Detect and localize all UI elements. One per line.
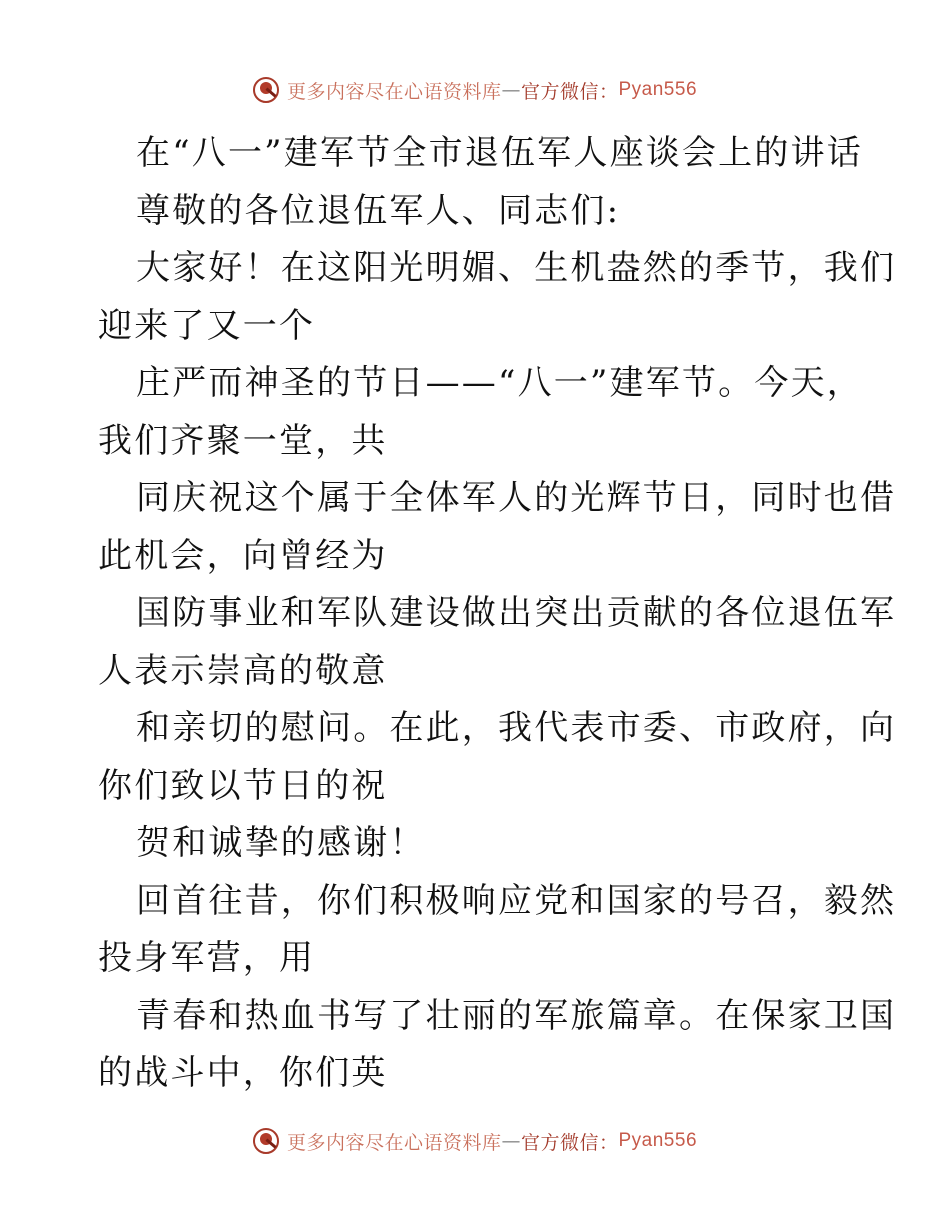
banner-wechat-id: Pyan556 (618, 79, 698, 100)
paragraph-line: 迎来了又一个 (98, 305, 316, 346)
paragraph-line: 回首往昔，你们积极响应党和国家的号召，毅然 (136, 880, 897, 921)
banner-wechat-id: Pyan556 (618, 1130, 698, 1151)
banner-main-text: 更多内容尽在心语资料库 (286, 1131, 502, 1154)
document-body (98, 125, 897, 1103)
paragraph-line: 和亲切的慰问。在此，我代表市委、市政府，向 (136, 708, 897, 748)
footer-watermark-banner (0, 1121, 950, 1161)
banner-separator: — (501, 79, 521, 101)
paragraph-line: 同庆祝这个属于全体军人的光辉节日，同时也借 (136, 478, 897, 518)
paragraph-line: 的战斗中，你们英 (98, 1053, 388, 1093)
paragraph-line: 贺和诚挚的感谢！ (136, 823, 426, 863)
banner-separator: — (501, 1130, 521, 1152)
brand-logo-icon (253, 1128, 279, 1154)
header-watermark-banner (0, 70, 950, 110)
paragraph-line: 此机会，向曾经为 (98, 535, 388, 576)
brand-logo-icon (253, 77, 279, 103)
salutation-line: 尊敬的各位退伍军人、同志们: (136, 190, 621, 231)
paragraph-line: 投身军营，用 (98, 938, 316, 978)
paragraph-line: 人表示崇高的敬意 (98, 650, 388, 691)
paragraph-line: 庄严而神圣的节日——“八一”建军节。今天， (136, 363, 863, 403)
banner-wechat-label: 官方微信： (520, 1131, 619, 1154)
paragraph-line: 大家好！在这阳光明媚、生机盎然的季节，我们 (136, 248, 897, 288)
banner-wechat-label: 官方微信： (520, 80, 619, 103)
paragraph-line: 你们致以节日的祝 (98, 765, 388, 806)
paragraph-line: 国防事业和军队建设做出突出贡献的各位退伍军 (136, 593, 897, 633)
paragraph-line: 青春和热血书写了壮丽的军旅篇章。在保家卫国 (136, 995, 897, 1036)
paragraph-line: 我们齐聚一堂，共 (98, 420, 388, 461)
document-title: 在“八一”建军节全市退伍军人座谈会上的讲话 (136, 133, 863, 173)
banner-main-text: 更多内容尽在心语资料库 (286, 80, 502, 103)
